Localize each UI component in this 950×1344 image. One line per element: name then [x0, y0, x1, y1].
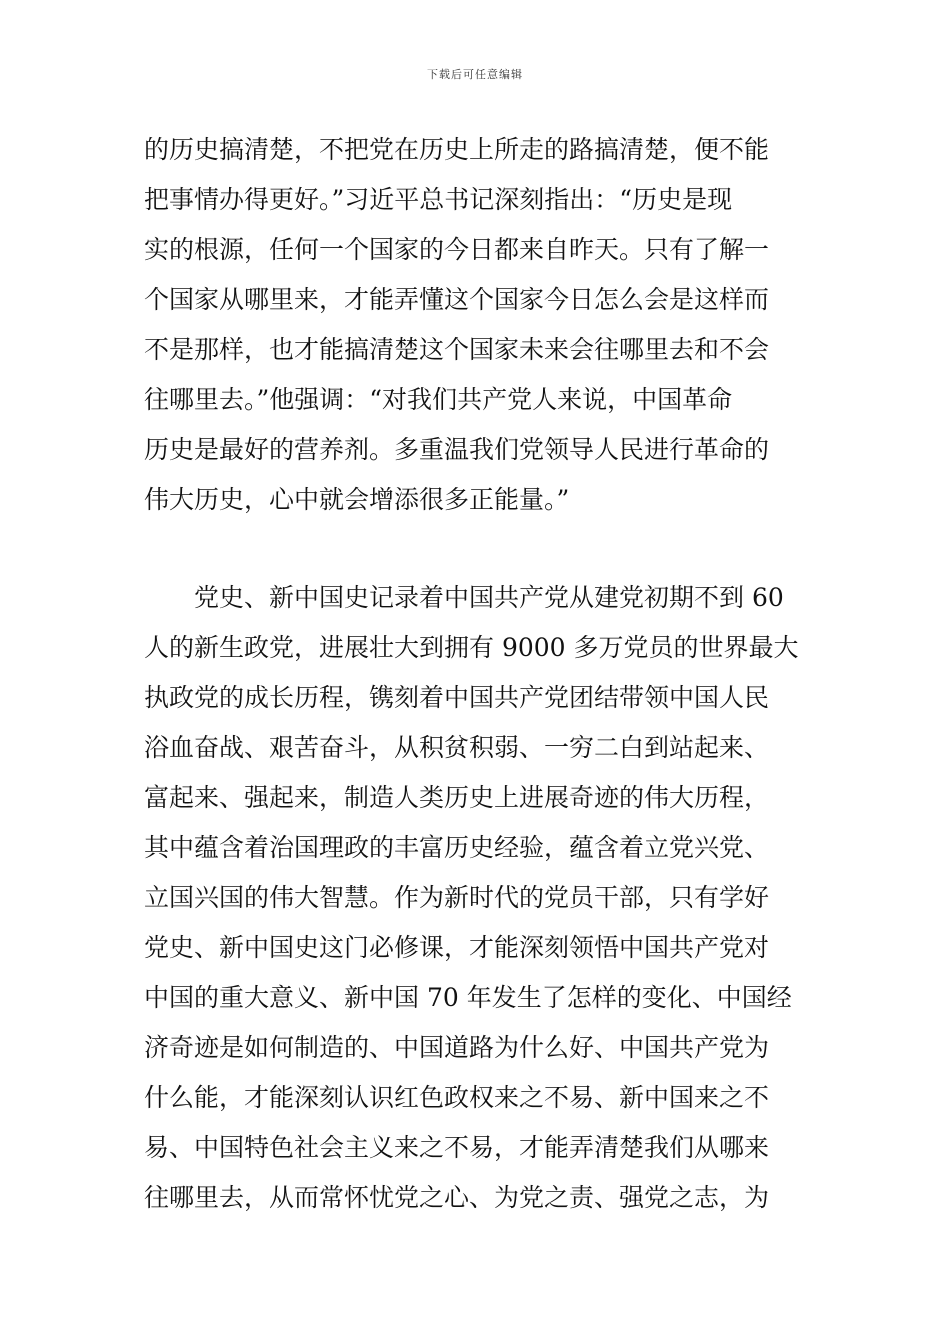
paragraph-2	[144, 573, 806, 1223]
text-line: 浴血奋战、艰苦奋斗，从积贫积弱、一穷二白到站起来、	[144, 733, 770, 762]
text-line: 其中蕴含着治国理政的丰富历史经验，蕴含着立党兴党、	[144, 833, 770, 862]
text-line: 什么能，才能深刻认识红色政权来之不易、新中国来之不	[144, 1083, 770, 1112]
text-line: 个国家从哪里来，才能弄懂这个国家今日怎么会是这样而	[144, 285, 770, 314]
page-header: 下载后可任意编辑	[427, 68, 523, 81]
text-line: 执政党的成长历程，镌刻着中国共产党团结带领中国人民	[144, 683, 770, 712]
text-line: 党史、新中国史这门必修课，才能深刻领悟中国共产党对	[144, 933, 770, 962]
text-line: 伟大历史，心中就会增添很多正能量。”	[144, 485, 570, 514]
text-line: 党史、新中国史记录着中国共产党从建党初期不到 60	[194, 583, 784, 612]
text-line: 历史是最好的营养剂。多重温我们党领导人民进行革命的	[144, 435, 770, 464]
text-line: 不是那样，也才能搞清楚这个国家未来会往哪里去和不会	[144, 335, 770, 364]
text-line: 人的新生政党，进展壮大到拥有 9000 多万党员的世界最大	[144, 633, 799, 662]
text-line: 立国兴国的伟大智慧。作为新时代的党员干部，只有学好	[144, 883, 770, 912]
text-line: 济奇迹是如何制造的、中国道路为什么好、中国共产党为	[144, 1033, 770, 1062]
text-line: 往哪里去。”他强调：“对我们共产党人来说，中国革命	[144, 385, 733, 414]
text-line: 把事情办得更好。”习近平总书记深刻指出：“历史是现	[144, 185, 733, 214]
text-line: 易、中国特色社会主义来之不易，才能弄清楚我们从哪来	[144, 1133, 770, 1162]
text-line: 富起来、强起来，制造人类历史上进展奇迹的伟大历程，	[144, 783, 770, 812]
paragraph-1	[144, 125, 806, 525]
text-line: 往哪里去，从而常怀忧党之心、为党之责、强党之志，为	[144, 1183, 770, 1212]
text-line: 的历史搞清楚，不把党在历史上所走的路搞清楚，便不能	[144, 135, 770, 164]
text-line: 中国的重大意义、新中国 70 年发生了怎样的变化、中国经	[144, 983, 792, 1012]
text-line: 实的根源，任何一个国家的今日都来自昨天。只有了解一	[144, 235, 770, 264]
